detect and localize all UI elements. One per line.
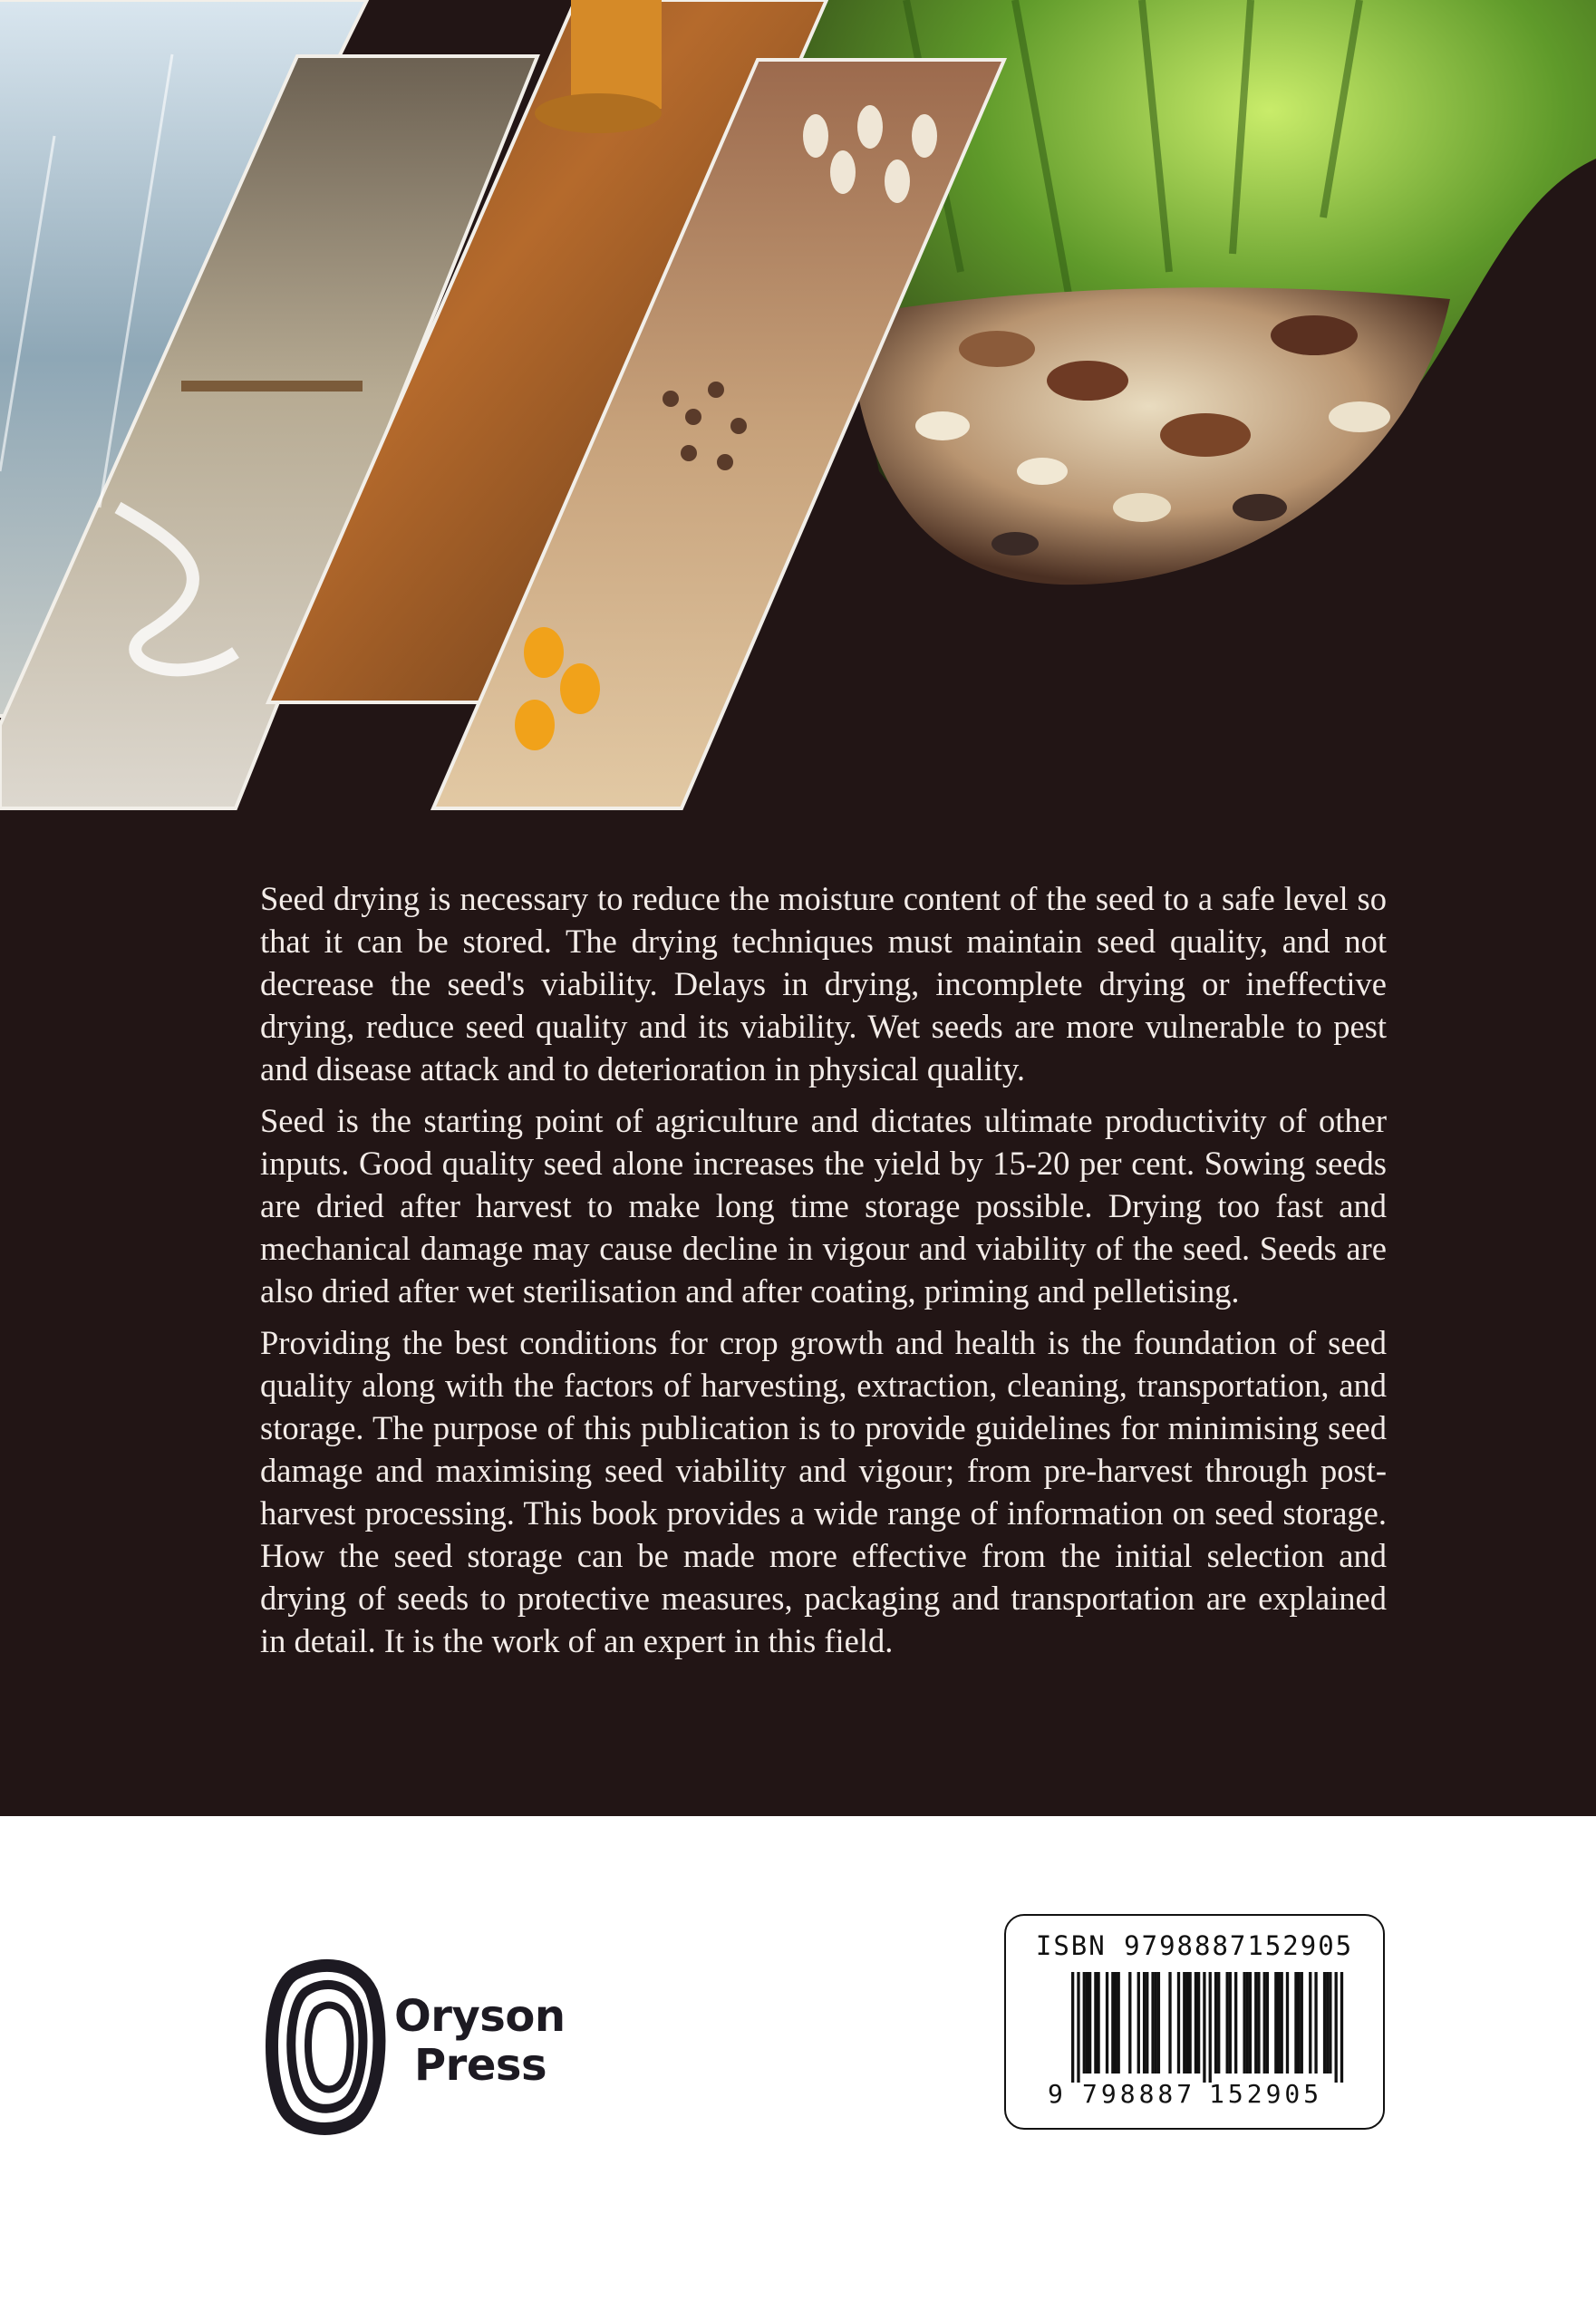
barcode-bar — [1234, 1972, 1237, 2074]
barcode-bar — [1097, 1972, 1099, 2074]
concentric-loop-icon — [258, 1956, 390, 2137]
barcode-bar — [1128, 1972, 1131, 2074]
barcode-bar — [1229, 1972, 1232, 2074]
barcode-bar — [1195, 1972, 1197, 2074]
barcode-bar — [1340, 1972, 1343, 2083]
barcode-bar — [1137, 1972, 1140, 2074]
barcode-bar — [1209, 1972, 1212, 2083]
publisher-name — [394, 1992, 565, 2090]
barcode-bar — [1246, 1972, 1249, 2074]
barcode-bar — [1329, 1972, 1331, 2074]
blurb-paragraph-3: Providing the best conditions for crop growth and health is the foundation of seed quality along with the factors of harvesting, extraction, cleaning, transportation, and storage. The purpose of this publication is to provide guidelines for minimising seed damage and maximising seed viability and vigour; from pre-harvest through post-harvest processing. This book provides a wide range of information on seed storage. How the seed storage can be made more effective from the initial selection and drying of seeds to protective measures, packaging and transportation are explained in detail. It is the work of an expert in this field. — [260, 1324, 1387, 1659]
barcode-digit-first: 9 — [1048, 2079, 1063, 2108]
barcode-bar — [1314, 1972, 1317, 2074]
barcode-bar — [1226, 1972, 1229, 2074]
barcode-bar — [1183, 1972, 1185, 2074]
barcode-bar — [1086, 1972, 1088, 2074]
barcode-bar — [1326, 1972, 1329, 2074]
barcode-bar — [1309, 1972, 1311, 2074]
isbn-barcode-box — [1004, 1914, 1385, 2130]
barcode-bar — [1203, 1972, 1205, 2083]
publisher-name-line2: Press — [414, 2040, 547, 2091]
barcode-bar — [1257, 1972, 1260, 2074]
barcode-bar — [1188, 1972, 1191, 2074]
barcode-bar — [1335, 1972, 1338, 2083]
barcode-digits-right: 152905 — [1209, 2079, 1323, 2108]
barcode-bar — [1146, 1972, 1148, 2074]
barcode-bar — [1214, 1972, 1217, 2074]
barcode-bar — [1157, 1972, 1160, 2074]
barcode-bar — [1094, 1972, 1097, 2074]
barcode-bar — [1217, 1972, 1220, 2074]
barcode-bar — [1071, 1972, 1074, 2083]
blurb-paragraph-1: Seed drying is necessary to reduce the moisture content of the seed to a safe level so that it can be stored. The drying techniques must maintain seed quality, and not decrease the seed's viability. Delays in drying, incomplete drying or ineffective drying, reduce seed quality and its viability. Wet seeds are more vulnerable to pest and disease attack and to deterioration in physical quality. — [260, 880, 1387, 1088]
barcode-bar — [1263, 1972, 1266, 2074]
ean13-barcode — [1046, 1972, 1347, 2108]
barcode-bar — [1111, 1972, 1114, 2074]
barcode-bar — [1088, 1972, 1091, 2074]
barcode-bar — [1151, 1972, 1154, 2074]
barcode-bar — [1155, 1972, 1157, 2074]
barcode-bar — [1297, 1972, 1300, 2074]
barcode-bar — [1294, 1972, 1297, 2074]
barcode-bar — [1281, 1972, 1283, 2074]
barcode-bar — [1254, 1972, 1257, 2074]
barcode-bar — [1185, 1972, 1188, 2074]
barcode-bar — [1266, 1972, 1269, 2074]
cover-collage — [0, 0, 1596, 870]
barcode-bar — [1277, 1972, 1280, 2074]
isbn-label: ISBN 9798887152905 — [1035, 1930, 1354, 1961]
barcode-bars — [1071, 1972, 1343, 2083]
barcode-bar — [1177, 1972, 1180, 2074]
barcode-bar — [1197, 1972, 1200, 2074]
back-cover-blurb — [260, 877, 1387, 1671]
barcode-bar — [1301, 1972, 1303, 2074]
barcode-bar — [1323, 1972, 1326, 2074]
barcode-bar — [1274, 1972, 1277, 2074]
barcode-bar — [1117, 1972, 1120, 2074]
barcode-digits-left: 798887 — [1082, 2079, 1196, 2108]
blurb-paragraph-2: Seed is the starting point of agriculture and dictates ultimate productivity of other inputs. Good quality seed alone increases the yield by 15-20 per cent. Sowing seeds are dried after harvest to make long time storage possible. Drying too fast and mechanical damage may cause decline in vigour and viability of the seed. Seeds are also dried after wet sterilisation and after coating, priming and pelletising. — [260, 1102, 1387, 1310]
barcode-bar — [1143, 1972, 1146, 2074]
barcode-bar — [1106, 1972, 1108, 2074]
barcode-bar — [1114, 1972, 1117, 2074]
barcode-bar — [1249, 1972, 1252, 2074]
publisher-name-line1: Oryson — [394, 1991, 566, 2042]
barcode-bar — [1243, 1972, 1245, 2074]
barcode-bar — [1083, 1972, 1086, 2074]
publisher-logo — [258, 1956, 566, 2137]
barcode-bar — [1168, 1972, 1171, 2074]
barcode-bar — [1286, 1972, 1289, 2074]
barcode-bar — [1077, 1972, 1079, 2083]
